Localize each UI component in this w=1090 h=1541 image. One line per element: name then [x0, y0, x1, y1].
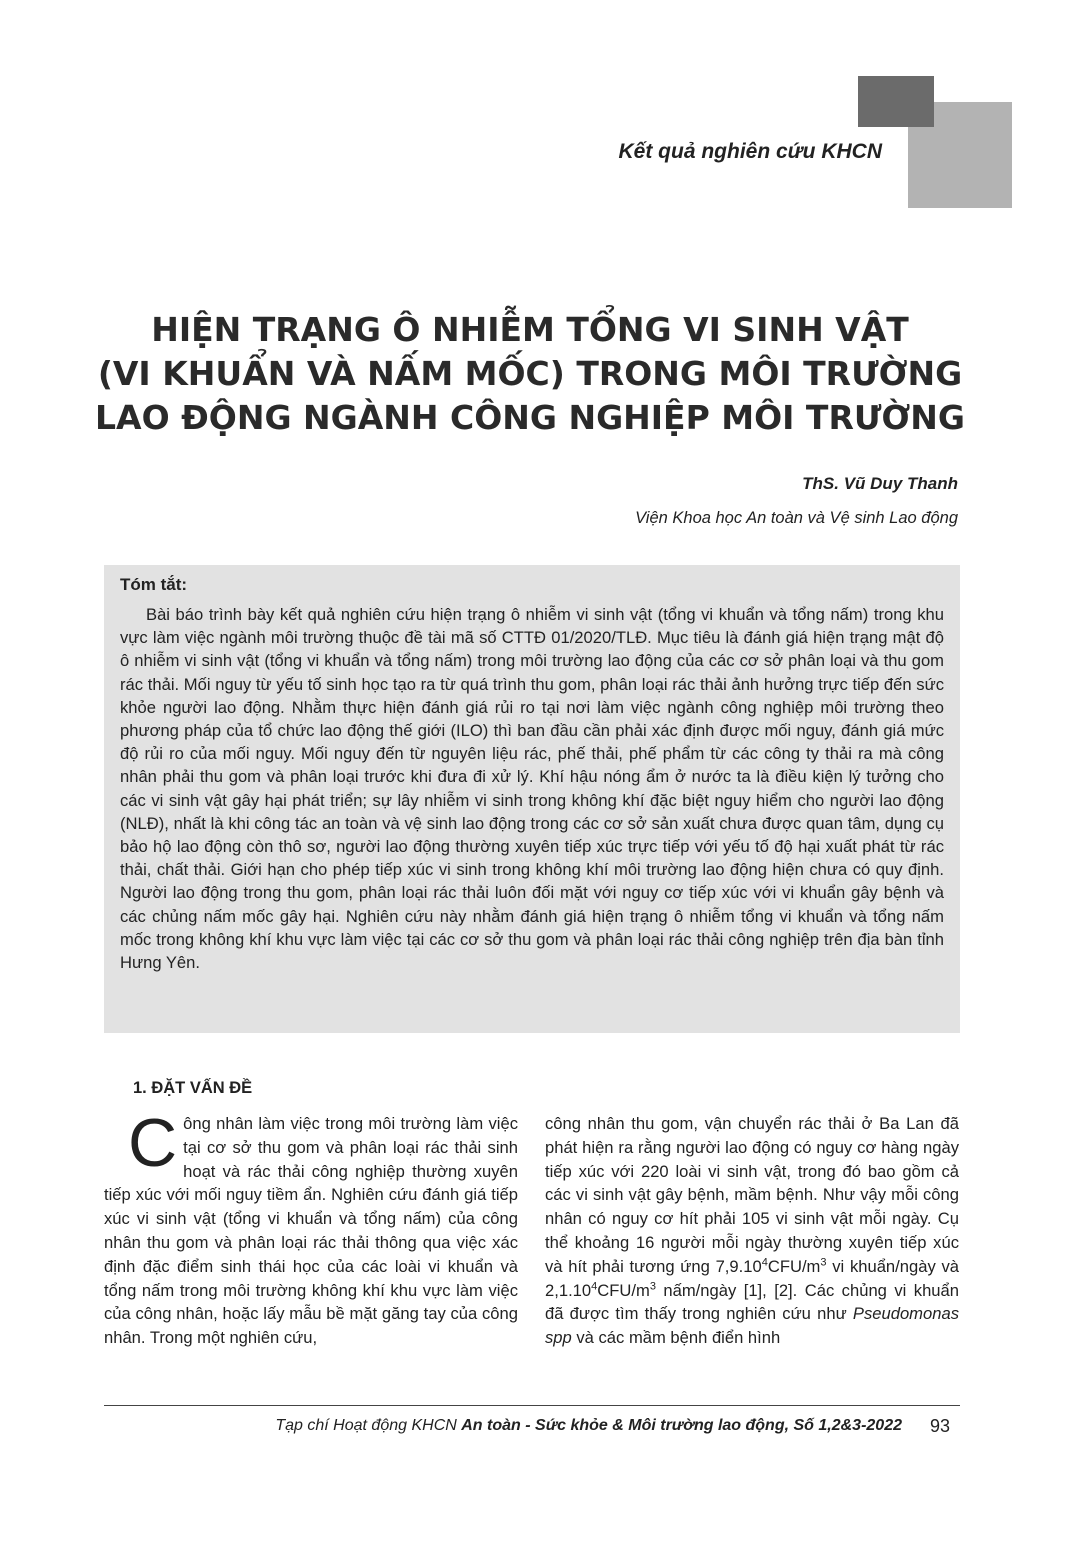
body-text-left: ông nhân làm việc trong môi trường làm việc tại cơ sở thu gom và phân loại rác thải sinh hoạt và rác thải công nghiệp thường xuyên tiếp xúc với mối nguy tiềm ẩn. Nghiên cứu đánh giá tiếp xúc vi sinh vật (tổng vi khuẩn và tổng nấm) của công nhân thu gom và phân loại rác thải thông qua việc xác định đặc điểm sinh thái học của các loài vi khuẩn và tổng nấm trong môi trường không khí khu vực làm việc của công nhân, hoặc lấy mẫu bề mặt găng tay của công nhân. Trong một nghiên cứu,	[104, 1114, 518, 1348]
body-text: công nhân thu gom, vận chuyển rác thải ở Ba Lan đã phát hiện ra rằng người lao động có nguy cơ hàng ngày tiếp xúc với 220 loài vi sinh vật, trong đó bao gồm cả các vi sinh vật gây bệnh, mầm bệnh. Như vậy mỗi công nhân có nguy cơ hít phải 105 vi sinh vật mỗi ngày. Cụ thể khoảng 16 người mỗi ngày thường xuyên tiếp xúc và hít phải tương ứng 7,9.10	[545, 1114, 959, 1276]
journal-footer	[104, 1417, 902, 1435]
species-name: Pseudomonas spp	[545, 1304, 959, 1348]
title-line: LAO ĐỘNG NGÀNH CÔNG NGHIỆP MÔI TRƯỜNG	[95, 398, 965, 437]
superscript: 3	[820, 1256, 827, 1269]
header-decoration-overlap-block	[908, 102, 934, 127]
drop-cap: C	[128, 1105, 178, 1181]
title-line: (VI KHUẨN VÀ NẤM MỐC) TRONG MÔI TRƯỜNG	[97, 354, 963, 393]
section-heading: 1. ĐẶT VẤN ĐỀ	[133, 1079, 253, 1097]
author-name: ThS. Vũ Duy Thanh	[802, 474, 958, 493]
body-column-right	[545, 1112, 959, 1350]
journal-name-bold: An toàn - Sức khỏe & Môi trường lao động, Số 1,2&3-2022	[461, 1417, 902, 1434]
footer-divider	[104, 1405, 960, 1406]
abstract-box	[104, 565, 960, 1033]
journal-name-prefix: Tạp chí Hoạt động KHCN	[275, 1417, 462, 1434]
section-label: Kết quả nghiên cứu KHCN	[618, 140, 882, 163]
author-affiliation: Viện Khoa học An toàn và Vệ sinh Lao động	[635, 509, 958, 527]
body-text: vi khuẩn/ngày và 2,1.10	[545, 1256, 959, 1300]
body-text: CFU/m	[597, 1280, 650, 1300]
title-line: HIỆN TRẠNG Ô NHIỄM TỔNG VI SINH VẬT	[151, 310, 909, 349]
page-number: 93	[930, 1416, 951, 1436]
body-text: CFU/m	[767, 1256, 821, 1276]
superscript: 3	[649, 1280, 656, 1293]
superscript: 4	[761, 1256, 768, 1269]
abstract-body: Bài báo trình bày kết quả nghiên cứu hiện trạng ô nhiễm vi sinh vật (tổng vi khuẩn và tổng nấm) trong khu vực làm việc ngành môi trường thuộc đề tài mã số CTTĐ 01/2020/TLĐ. Mục tiêu là đánh giá hiện trạng mật độ ô nhiễm vi sinh vật (tổng vi khuẩn và tổng nấm) trong môi trường lao động của các cơ sở phân loại và thu gom rác thải. Mối nguy từ yếu tố sinh học tạo ra từ quá trình thu gom, phân loại rác thải ảnh hưởng trực tiếp đến sức khỏe người lao động. Nhằm thực hiện đánh giá rủi ro tại nơi làm việc ngành công nghiệp môi trường theo phương pháp của tổ chức lao động thế giới (ILO) thì ban đầu cần phải xác định được mối nguy, đánh giá mức độ rủi ro của mối nguy. Mối nguy đến từ nguyên liệu rác, phế thải, phế phẩm từ các công ty thải ra mà công nhân phải thu gom và phân loại trước khi đưa đi xử lý. Khí hậu nóng ẩm ở nước ta là điều kiện lý tưởng cho các vi sinh vật gây hại phát triển; sự lây nhiễm vi sinh trong không khí đặc biệt nguy hiểm cho người lao động (NLĐ), nhất là khi công tác an toàn và vệ sinh lao động trong các cơ sở sản xuất chưa được quan tâm, dụng cụ bảo hộ lao động còn thô sơ, người lao động thường xuyên tiếp xúc trực tiếp với yếu tố độ hại xuất phát từ rác thải, chất thải. Giới hạn cho phép tiếp xúc vi sinh trong không khí môi trường lao động hiện chưa có quy định. Người lao động trong thu gom, phân loại rác thải luôn đối mặt với nguy cơ tiếp xúc với vi khuẩn gây bệnh và các chủng nấm mốc gây hại. Nghiên cứu này nhằm đánh giá hiện trạng ô nhiễm tổng vi khuẩn và tổng nấm mốc trong không khí khu vực làm việc tại các cơ sở thu gom và phân loại rác thải công nghiệp trên địa bàn tỉnh Hưng Yên.	[120, 605, 944, 973]
abstract-heading: Tóm tắt:	[120, 575, 188, 594]
body-text: nấm/ngày [1], [2]. Các chủng vi khuẩn đã được tìm thấy trong nghiên cứu như	[545, 1280, 959, 1324]
article-title	[60, 308, 1000, 440]
body-column-left	[104, 1105, 518, 1350]
body-text: và các mầm bệnh điển hình	[571, 1328, 781, 1348]
superscript: 4	[591, 1280, 598, 1293]
